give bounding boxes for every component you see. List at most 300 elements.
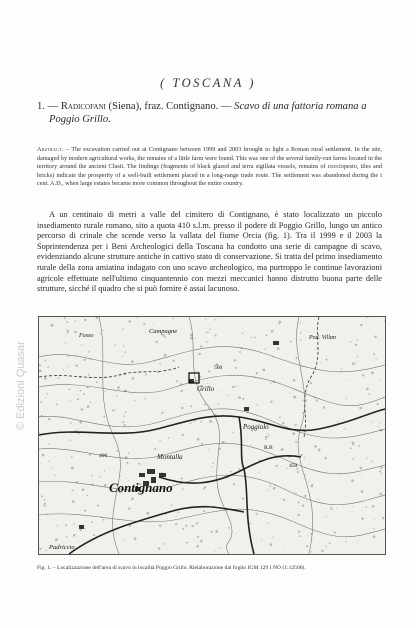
vegetation-dot <box>200 345 202 347</box>
vegetation-dot <box>361 474 362 475</box>
vegetation-dot <box>197 438 200 441</box>
vegetation-dot <box>362 374 364 376</box>
vegetation-dot <box>116 395 117 396</box>
abstract <box>37 146 382 189</box>
vegetation-dot <box>270 401 272 403</box>
vegetation-dot <box>75 320 76 321</box>
vegetation-dot <box>273 487 276 490</box>
vegetation-dot <box>373 353 375 355</box>
vegetation-dot <box>55 475 56 476</box>
vegetation-dot <box>180 390 182 392</box>
vegetation-dot <box>266 334 268 336</box>
vegetation-dot <box>123 345 125 347</box>
vegetation-dot <box>234 359 237 362</box>
vegetation-dot <box>250 408 251 409</box>
vegetation-dot <box>339 472 340 473</box>
vegetation-dot <box>298 501 300 503</box>
vegetation-dot <box>306 501 307 502</box>
vegetation-dot <box>201 421 203 423</box>
vegetation-dot <box>228 527 230 529</box>
vegetation-dot <box>128 320 131 323</box>
vegetation-dot <box>46 393 48 395</box>
vegetation-dot <box>66 536 67 537</box>
vegetation-dot <box>341 368 342 369</box>
vegetation-dot <box>380 466 383 469</box>
vegetation-dot <box>232 432 233 433</box>
vegetation-dot <box>42 454 44 456</box>
vegetation-dot <box>79 421 82 424</box>
vegetation-dot <box>93 534 95 536</box>
vegetation-dot <box>325 358 327 360</box>
vegetation-dot <box>321 362 322 363</box>
vegetation-dot <box>71 467 74 470</box>
vegetation-dot <box>88 374 90 376</box>
vegetation-dot <box>91 475 93 477</box>
vegetation-dot <box>72 490 74 492</box>
vegetation-dot <box>283 549 284 550</box>
vegetation-dot <box>147 512 150 515</box>
entry-title-line2: Poggio Grillo <box>49 114 109 125</box>
vegetation-dot <box>329 542 331 544</box>
vegetation-dot <box>178 511 180 513</box>
vegetation-dot <box>212 463 213 464</box>
vegetation-dot <box>378 426 379 427</box>
vegetation-dot <box>90 402 91 403</box>
vegetation-dot <box>352 458 354 460</box>
vegetation-dot <box>81 408 83 410</box>
vegetation-dot <box>76 354 77 355</box>
vegetation-dot <box>359 407 362 410</box>
vegetation-dot <box>66 321 68 323</box>
vegetation-dot <box>56 525 57 526</box>
map-label-padriccio: Padriccio <box>49 544 75 551</box>
vegetation-dot <box>196 545 199 548</box>
vegetation-dot <box>302 399 304 401</box>
map-label-contignano: Contignano <box>109 480 173 495</box>
vegetation-dot <box>365 506 367 508</box>
vegetation-dot <box>308 331 309 332</box>
vegetation-dot <box>264 349 265 350</box>
vegetation-dot <box>343 418 344 419</box>
vegetation-dot <box>351 479 354 482</box>
vegetation-dot <box>371 461 373 463</box>
vegetation-dot <box>181 477 183 479</box>
vegetation-dot <box>181 407 183 409</box>
vegetation-dot <box>300 332 302 334</box>
vegetation-dot <box>232 386 234 388</box>
vegetation-dot <box>112 409 114 411</box>
vegetation-dot <box>86 356 87 357</box>
vegetation-dot <box>304 495 306 497</box>
vegetation-dot <box>230 471 232 473</box>
vegetation-dot <box>326 356 327 357</box>
vegetation-dot <box>208 370 210 372</box>
vegetation-dot <box>293 396 296 399</box>
vegetation-dot <box>265 439 266 440</box>
vegetation-dot <box>102 330 103 331</box>
vegetation-dot <box>77 398 79 400</box>
vegetation-dot <box>39 548 41 550</box>
vegetation-dot <box>271 383 272 384</box>
vegetation-dot <box>377 403 379 405</box>
vegetation-dot <box>302 504 304 506</box>
vegetation-dot <box>77 388 78 389</box>
vegetation-dot <box>44 499 46 501</box>
watermark <box>14 220 28 440</box>
vegetation-dot <box>302 412 304 414</box>
vegetation-dot <box>268 435 270 437</box>
vegetation-dot <box>273 537 274 538</box>
vegetation-dot <box>379 379 380 380</box>
vegetation-dot <box>367 458 368 459</box>
vegetation-dot <box>355 362 357 364</box>
vegetation-dot <box>307 534 308 535</box>
vegetation-dot <box>327 359 328 360</box>
vegetation-dot <box>80 390 82 392</box>
vegetation-dot <box>159 363 161 365</box>
vegetation-dot <box>114 344 115 345</box>
vegetation-dot <box>249 523 251 525</box>
vegetation-dot <box>267 433 268 434</box>
vegetation-dot <box>317 498 318 499</box>
vegetation-dot <box>316 400 318 402</box>
vegetation-dot <box>373 528 374 529</box>
vegetation-dot <box>330 507 332 509</box>
vegetation-dot <box>315 348 316 349</box>
map-label-rb: R.B <box>264 445 273 451</box>
vegetation-dot <box>176 516 177 517</box>
vegetation-dot <box>77 394 78 395</box>
vegetation-dot <box>323 406 325 408</box>
vegetation-dot <box>176 380 178 382</box>
vegetation-dot <box>194 338 195 339</box>
vegetation-dot <box>97 505 99 507</box>
vegetation-dot <box>173 318 174 319</box>
vegetation-dot <box>306 545 308 547</box>
vegetation-dot <box>103 415 105 417</box>
vegetation-dot <box>366 388 369 391</box>
vegetation-dot <box>163 543 165 545</box>
vegetation-dot <box>374 335 376 337</box>
vegetation-dot <box>242 332 244 334</box>
vegetation-dot <box>124 424 126 426</box>
vegetation-dot <box>215 319 217 321</box>
vegetation-dot <box>200 541 202 543</box>
vegetation-dot <box>373 535 376 538</box>
vegetation-dot <box>326 516 327 517</box>
vegetation-dot <box>379 470 381 472</box>
vegetation-dot <box>215 530 218 533</box>
vegetation-dot <box>358 445 360 447</box>
vegetation-dot <box>295 441 297 443</box>
vegetation-dot <box>256 404 258 406</box>
vegetation-dot <box>69 400 70 401</box>
vegetation-dot <box>356 339 357 340</box>
vegetation-dot <box>210 531 212 533</box>
vegetation-dot <box>58 377 60 379</box>
vegetation-dot <box>276 465 278 467</box>
vegetation-dot <box>295 492 296 493</box>
vegetation-dot <box>116 450 118 452</box>
vegetation-dot <box>45 397 46 398</box>
vegetation-dot <box>88 351 90 353</box>
vegetation-dot <box>72 500 75 503</box>
vegetation-dot <box>281 498 282 499</box>
vegetation-dot <box>360 324 363 327</box>
vegetation-dot <box>48 461 49 462</box>
vegetation-dot <box>83 393 85 395</box>
vegetation-dot <box>276 457 277 458</box>
watermark-text: © Edizioni Quasar <box>15 341 27 430</box>
vegetation-dot <box>295 357 297 359</box>
map-label-montalla: Montalla <box>157 453 183 461</box>
vegetation-dot <box>134 400 136 402</box>
vegetation-dot <box>346 398 347 399</box>
vegetation-dot <box>372 505 375 508</box>
vegetation-dot <box>261 539 262 540</box>
map-label-poggiolo: Poggiolo <box>243 423 269 431</box>
vegetation-dot <box>85 528 86 529</box>
vegetation-dot <box>297 471 299 473</box>
region-heading: ( TOSCANA ) <box>160 76 256 90</box>
vegetation-dot <box>360 467 363 470</box>
vegetation-dot <box>210 421 212 423</box>
vegetation-dot <box>197 536 199 538</box>
vegetation-dot <box>70 434 71 435</box>
vegetation-dot <box>132 377 135 380</box>
vegetation-dot <box>270 543 273 546</box>
map-label-grillo: Grillo <box>197 385 215 393</box>
vegetation-dot <box>144 398 146 400</box>
vegetation-dot <box>89 454 91 456</box>
vegetation-dot <box>122 356 123 357</box>
vegetation-dot <box>68 366 69 367</box>
vegetation-dot <box>117 388 119 390</box>
vegetation-dot <box>267 490 268 491</box>
vegetation-dot <box>158 547 160 549</box>
vegetation-dot <box>299 322 301 324</box>
vegetation-dot <box>104 391 105 392</box>
vegetation-dot <box>269 485 271 487</box>
vegetation-dot <box>304 457 305 458</box>
entry-number: 1. — <box>37 101 61 112</box>
vegetation-dot <box>168 437 169 438</box>
vegetation-dot <box>103 519 105 521</box>
vegetation-dot <box>384 320 385 321</box>
vegetation-dot <box>159 440 160 441</box>
vegetation-dot <box>63 369 64 370</box>
vegetation-dot <box>337 421 338 422</box>
vegetation-dot <box>84 509 86 511</box>
vegetation-dot <box>204 486 206 488</box>
vegetation-dot <box>198 522 199 523</box>
vegetation-dot <box>73 523 74 524</box>
vegetation-dot <box>344 428 345 429</box>
vegetation-dot <box>300 339 302 341</box>
vegetation-dot <box>299 535 301 537</box>
vegetation-dot <box>381 472 382 473</box>
vegetation-dot <box>376 358 377 359</box>
vegetation-dot <box>324 457 326 459</box>
vegetation-dot <box>355 344 357 346</box>
vegetation-dot <box>196 523 198 525</box>
vegetation-dot <box>56 404 58 406</box>
map-drawing <box>39 317 385 554</box>
vegetation-dot <box>182 528 184 530</box>
vegetation-dot <box>325 546 326 547</box>
vegetation-dot <box>289 392 290 393</box>
vegetation-dot <box>182 488 184 490</box>
vegetation-dot <box>228 395 229 396</box>
vegetation-dot <box>62 416 63 417</box>
vegetation-dot <box>161 412 163 414</box>
entry-place-rest: (Siena), fraz. Contignano. — <box>105 101 235 112</box>
vegetation-dot <box>218 403 219 404</box>
vegetation-dot <box>350 447 352 449</box>
vegetation-dot <box>305 474 306 475</box>
vegetation-dot <box>124 351 126 353</box>
vegetation-dot <box>382 517 384 519</box>
vegetation-dot <box>44 377 47 380</box>
vegetation-dot <box>207 331 209 333</box>
vegetation-dot <box>349 379 350 380</box>
vegetation-dot <box>298 531 300 533</box>
vegetation-dot <box>352 506 353 507</box>
vegetation-dot <box>371 421 372 422</box>
vegetation-dot <box>306 400 308 402</box>
vegetation-dot <box>47 367 48 368</box>
vegetation-dot <box>295 424 297 426</box>
vegetation-dot <box>197 371 198 372</box>
vegetation-dot <box>116 533 117 534</box>
vegetation-dot <box>254 337 256 339</box>
vegetation-dot <box>318 449 321 452</box>
vegetation-dot <box>67 330 70 333</box>
vegetation-dot <box>44 502 46 504</box>
vegetation-dot <box>122 328 124 330</box>
vegetation-dot <box>86 386 88 388</box>
vegetation-dot <box>80 529 82 531</box>
vegetation-dot <box>100 333 101 334</box>
vegetation-dot <box>300 454 302 456</box>
vegetation-dot <box>82 488 85 491</box>
vegetation-dot <box>203 510 205 512</box>
vegetation-dot <box>96 381 98 383</box>
vegetation-dot <box>67 333 68 334</box>
vegetation-dot <box>290 341 292 343</box>
map-contour-450: 450 <box>289 463 298 469</box>
vegetation-dot <box>278 322 280 324</box>
vegetation-dot <box>84 319 86 321</box>
vegetation-dot <box>83 359 85 361</box>
vegetation-dot <box>81 344 82 345</box>
vegetation-dot <box>74 331 76 333</box>
vegetation-dot <box>175 523 177 525</box>
vegetation-dot <box>122 421 124 423</box>
vegetation-dot <box>219 547 221 549</box>
vegetation-dot <box>45 360 47 362</box>
vegetation-dot <box>70 439 71 440</box>
vegetation-dot <box>120 476 121 477</box>
vegetation-dot <box>286 468 287 469</box>
vegetation-dot <box>138 463 140 465</box>
vegetation-dot <box>48 418 50 420</box>
vegetation-dot <box>204 403 206 405</box>
figure-caption: Fig. 1. – Localizzazione dell'area di scavo in località Poggio Grillo. Rielaborazione dal foglio IGM 129 I NO (1:12500). <box>37 565 306 571</box>
vegetation-dot <box>267 522 268 523</box>
vegetation-dot <box>215 335 217 337</box>
vegetation-dot <box>104 470 105 471</box>
vegetation-dot <box>171 504 173 506</box>
vegetation-dot <box>212 466 213 467</box>
entry-title-end: . <box>108 114 111 125</box>
vegetation-dot <box>279 416 281 418</box>
vegetation-dot <box>259 472 260 473</box>
vegetation-dot <box>201 443 203 445</box>
vegetation-dot <box>40 463 41 464</box>
vegetation-dot <box>190 423 192 425</box>
vegetation-dot <box>143 323 145 325</box>
vegetation-dot <box>283 499 285 501</box>
vegetation-dot <box>51 324 54 327</box>
vegetation-dot <box>332 324 333 325</box>
vegetation-dot <box>48 443 50 445</box>
vegetation-dot <box>361 490 364 493</box>
vegetation-dot <box>185 525 187 527</box>
vegetation-dot <box>205 332 206 333</box>
vegetation-dot <box>99 476 101 478</box>
vegetation-dot <box>155 341 157 343</box>
vegetation-dot <box>239 468 241 470</box>
vegetation-dot <box>141 365 142 366</box>
vegetation-dot <box>154 448 156 450</box>
vegetation-dot <box>277 347 280 350</box>
vegetation-dot <box>379 493 382 496</box>
vegetation-dot <box>199 353 201 355</box>
vegetation-dot <box>190 405 192 407</box>
vegetation-dot <box>55 538 58 541</box>
vegetation-dot <box>207 383 208 384</box>
vegetation-dot <box>209 329 211 331</box>
vegetation-dot <box>238 396 241 399</box>
vegetation-dot <box>153 323 154 324</box>
vegetation-dot <box>87 405 90 408</box>
vegetation-dot <box>371 371 374 374</box>
vegetation-dot <box>236 533 237 534</box>
map-label-fosso: Fosso <box>79 333 94 339</box>
vegetation-dot <box>78 421 79 422</box>
vegetation-dot <box>73 534 76 537</box>
vegetation-dot <box>352 362 355 365</box>
vegetation-dot <box>164 354 167 357</box>
map-contour-400: 400 <box>99 453 108 459</box>
vegetation-dot <box>379 422 380 423</box>
vegetation-dot <box>164 336 166 338</box>
vegetation-dot <box>251 336 253 338</box>
vegetation-dot <box>297 514 299 516</box>
vegetation-dot <box>65 342 66 343</box>
vegetation-dot <box>215 551 216 552</box>
vegetation-dot <box>70 422 72 424</box>
vegetation-dot <box>271 330 274 333</box>
vegetation-dot <box>186 542 188 544</box>
vegetation-dot <box>233 483 235 485</box>
vegetation-dot <box>256 372 258 374</box>
vegetation-dot <box>86 494 88 496</box>
vegetation-dot <box>221 391 222 392</box>
vegetation-dot <box>255 513 257 515</box>
vegetation-dot <box>352 443 355 446</box>
